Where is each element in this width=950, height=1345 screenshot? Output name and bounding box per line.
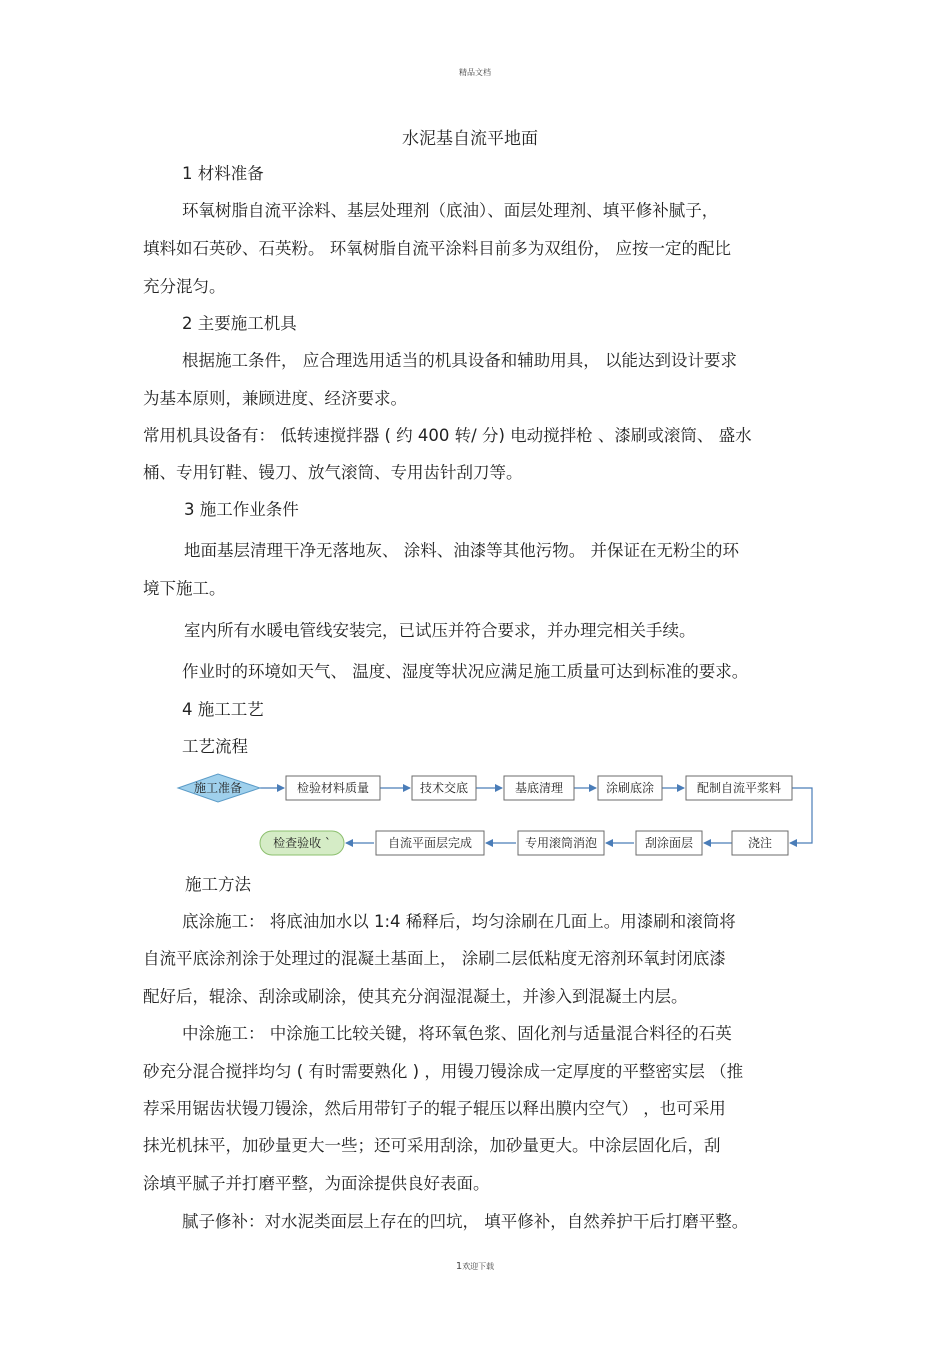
section-heading-conditions: 3 施工作业条件 <box>184 500 299 519</box>
paragraph-line: 室内所有水暖电管线安装完，已试压并符合要求，并办理完相关手续。 <box>184 621 696 640</box>
flow-node-label: 自流平面层完成 <box>387 836 473 850</box>
paragraph-line: 底涂施工： 将底油加水以 1:4 稀释后，均匀涂刷在几面上。用漆刷和滚筒将 <box>182 912 736 931</box>
flow-node-label: 基底清理 <box>514 781 564 795</box>
footer-text: 欢迎下载 <box>462 1262 495 1271</box>
paragraph-line: 自流平底涂剂涂于处理过的混凝土基面上， 涂刷二层低粘度无溶剂环氧封闭底漆 <box>143 949 726 968</box>
process-flowchart <box>170 768 820 860</box>
paragraph-line: 配好后，辊涂、刮涂或刷涂，使其充分润湿混凝土，并渗入到混凝土内层。 <box>143 987 688 1006</box>
subheading-flow: 工艺流程 <box>182 737 248 756</box>
flow-node-label: 施工准备 <box>193 781 243 795</box>
flow-node-label: 检验材料质量 <box>296 781 370 795</box>
page-header: 精品文档 <box>459 68 491 77</box>
paragraph-line: 荐采用锯齿状镘刀镘涂，然后用带钉子的辊子辊压以释出膜内空气） ，也可采用 <box>143 1099 726 1118</box>
paragraph-line: 作业时的环境如天气、 温度、湿度等状况应满足施工质量可达到标准的要求。 <box>182 662 749 681</box>
paragraph-line: 砂充分混合搅拌均匀 ( 有时需要熟化 ) ，用镘刀镘涂成一定厚度的平整密实层 （推 <box>143 1062 744 1081</box>
paragraph-line: 为基本原则，兼顾进度、经济要求。 <box>143 389 407 408</box>
paragraph-line: 抹光机抹平，加砂量更大一些；还可采用刮涂，加砂量更大。中涂层固化后，刮 <box>143 1136 721 1155</box>
flow-node-label: 检查验收 ` <box>273 836 331 850</box>
flow-node-label: 技术交底 <box>419 781 469 795</box>
section-heading-process: 4 施工工艺 <box>182 700 264 719</box>
paragraph-line: 境下施工。 <box>143 579 226 598</box>
paragraph-line: 腻子修补：对水泥类面层上存在的凹坑， 填平修补，自然养护干后打磨平整。 <box>182 1212 749 1231</box>
paragraph-line: 涂填平腻子并打磨平整，为面涂提供良好表面。 <box>143 1174 490 1193</box>
paragraph-line: 桶、专用钉鞋、镘刀、放气滚筒、专用齿针刮刀等。 <box>143 463 523 482</box>
paragraph-line: 中涂施工： 中涂施工比较关键，将环氧色浆、固化剂与适量混合料径的石英 <box>182 1024 732 1043</box>
section-heading-tools: 2 主要施工机具 <box>182 314 297 333</box>
flow-node-label: 涂刷底涂 <box>605 781 655 795</box>
paragraph-line: 充分混匀。 <box>143 277 226 296</box>
subheading-method: 施工方法 <box>185 875 251 894</box>
paragraph-line: 环氧树脂自流平涂料、基层处理剂（底油）、面层处理剂、填平修补腻子， <box>182 201 719 220</box>
flow-node-label: 配制自流平浆料 <box>696 781 782 795</box>
paragraph-line: 常用机具设备有： 低转速搅拌器 ( 约 400 转/ 分) 电动搅拌枪 、漆刷或滚筒、 盛水 <box>143 426 752 445</box>
paragraph-line: 地面基层清理干净无落地灰、 涂料、油漆等其他污物。 并保证在无粉尘的环 <box>184 541 739 560</box>
flow-node-label: 浇注 <box>747 836 773 850</box>
flow-arrow <box>790 788 812 843</box>
document-title: 水泥基自流平地面 <box>402 129 538 149</box>
paragraph-line: 根据施工条件， 应合理选用适当的机具设备和辅助用具， 以能达到设计要求 <box>182 351 737 370</box>
page-number: 1 <box>455 1261 463 1272</box>
page-footer <box>0 1261 950 1272</box>
flow-node-label: 专用滚筒消泡 <box>524 836 598 850</box>
section-heading-materials: 1 材料准备 <box>182 164 264 183</box>
flow-node-label: 刮涂面层 <box>644 836 694 850</box>
paragraph-line: 填料如石英砂、石英粉。 环氧树脂自流平涂料目前多为双组份， 应按一定的配比 <box>143 239 731 258</box>
